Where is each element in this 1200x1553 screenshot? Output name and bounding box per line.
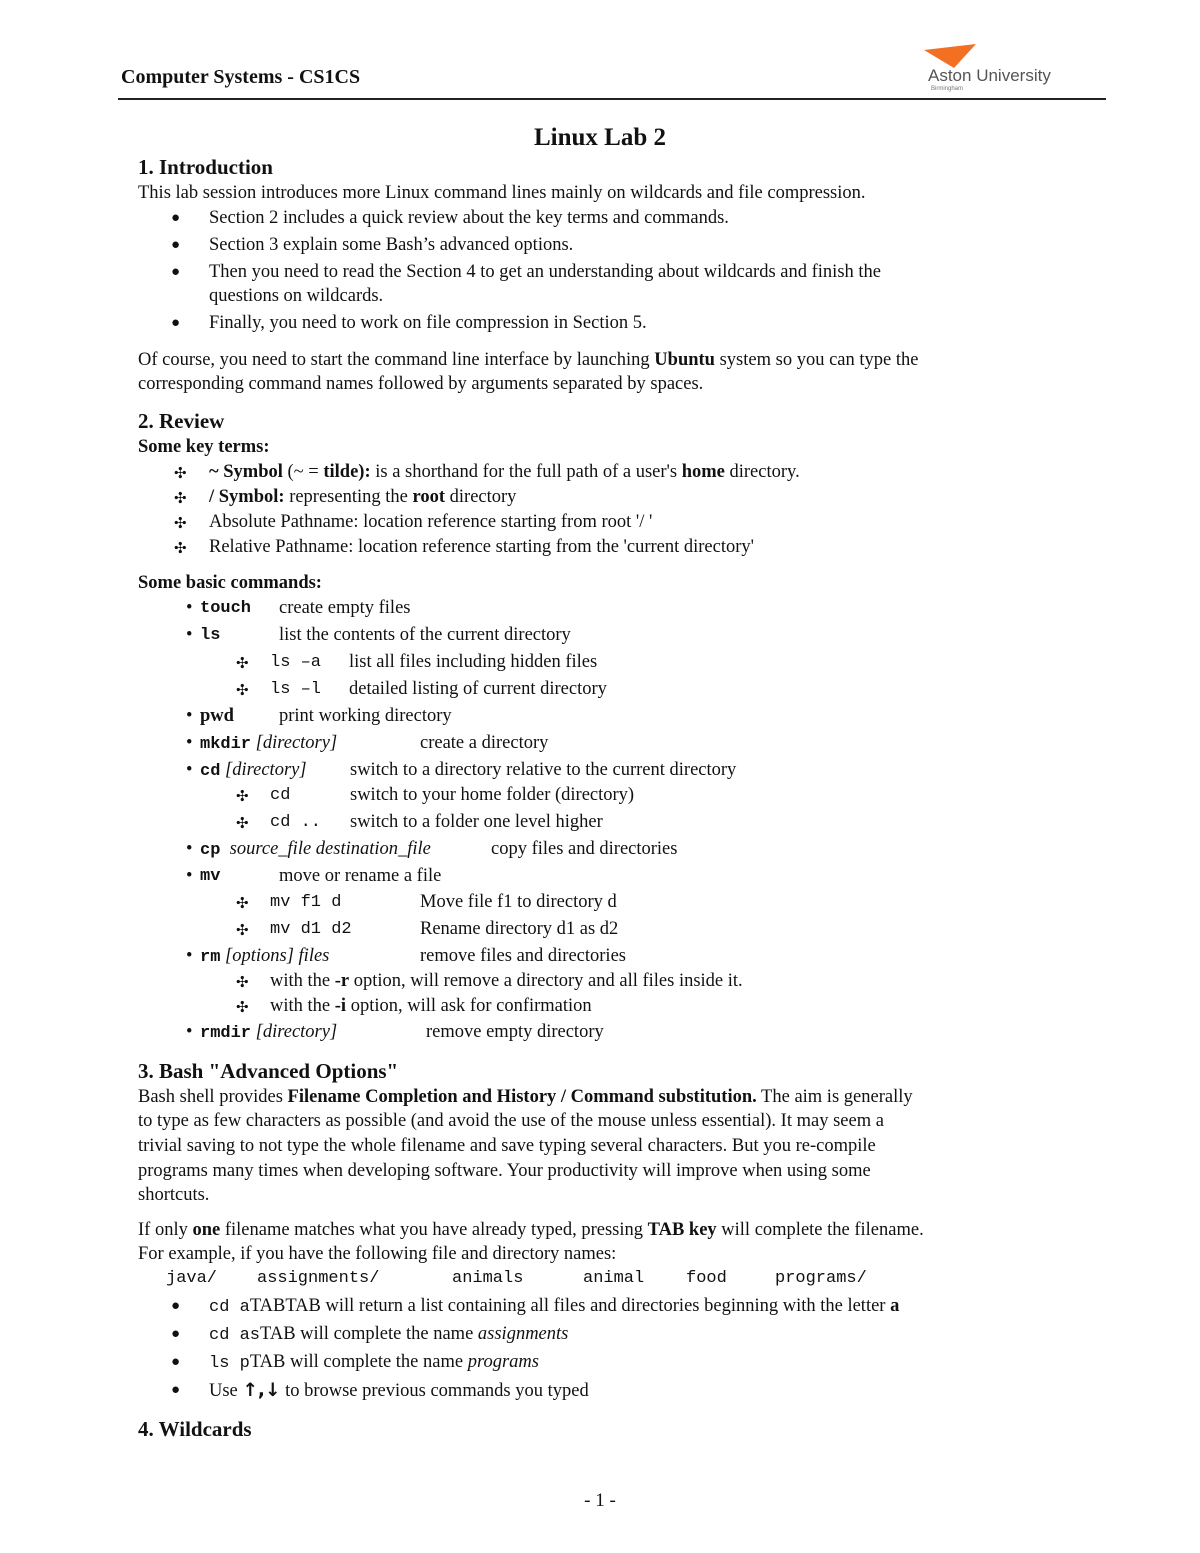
section-3-heading: 3. Bash "Advanced Options" xyxy=(138,1059,399,1083)
example-cd-a: cd aTABTAB will return a list containing all files and directories beginning with the letter a xyxy=(209,1296,900,1317)
bullet-icon: ● xyxy=(171,210,181,226)
dot-bullet-icon: • xyxy=(186,706,193,726)
bash-paragraph-line: shortcuts. xyxy=(138,1185,210,1205)
cmd-touch-desc: create empty files xyxy=(279,598,411,618)
cmd-mkdir: mkdir [directory] xyxy=(200,733,338,754)
cmd-mv-2-desc: Rename directory d1 as d2 xyxy=(420,919,619,939)
ubuntu-paragraph: Of course, you need to start the command line interface by launching Ubuntu system so you can type the xyxy=(138,350,919,370)
intro-bullet: Then you need to read the Section 4 to get an understanding about wildcards and finish the xyxy=(209,262,881,282)
tab-paragraph: If only one filename matches what you have already typed, pressing TAB key will complete the filename. xyxy=(138,1220,924,1240)
cmd-rm-r: with the -r option, will remove a directory and all files inside it. xyxy=(270,971,743,991)
diamond-bullet-icon: ✣ xyxy=(174,541,187,557)
diamond-bullet-icon: ✣ xyxy=(236,975,249,991)
cmd-cd: cd [directory] xyxy=(200,760,307,781)
diamond-bullet-icon: ✣ xyxy=(236,656,249,672)
logo-subtitle: Birmingham xyxy=(931,86,964,92)
section-1-heading: 1. Introduction xyxy=(138,155,273,179)
diamond-bullet-icon: ✣ xyxy=(236,923,249,939)
course-title: Computer Systems - CS1CS xyxy=(121,66,361,88)
diamond-bullet-icon: ✣ xyxy=(236,1000,249,1016)
page-title: Linux Lab 2 xyxy=(533,124,666,151)
intro-bullet-cont: questions on wildcards. xyxy=(209,286,384,306)
cmd-ls-a-desc: list all files including hidden files xyxy=(349,652,598,672)
bash-paragraph-line: trivial saving to not type the whole filename and save typing several characters. But you re-compile xyxy=(138,1136,876,1156)
dot-bullet-icon: • xyxy=(186,1022,193,1042)
cmd-ls-a: ls –a xyxy=(270,653,322,672)
cmd-pwd-desc: print working directory xyxy=(279,706,452,726)
term-root: / Symbol: representing the root directory xyxy=(209,487,517,507)
example-ls-p: ls pTAB will complete the name programs xyxy=(209,1352,539,1373)
bash-paragraph-line: to type as few characters as possible (and avoid the use of the mouse unless essential). It may seem a xyxy=(138,1111,884,1131)
bullet-icon: ● xyxy=(171,264,181,280)
ubuntu-paragraph-cont: corresponding command names followed by arguments separated by spaces. xyxy=(138,374,704,394)
diamond-bullet-icon: ✣ xyxy=(236,816,249,832)
dot-bullet-icon: • xyxy=(186,598,193,618)
cmd-mv-2: mv d1 d2 xyxy=(270,920,352,939)
cmd-cd-desc: switch to a directory relative to the current directory xyxy=(350,760,737,780)
intro-paragraph: This lab session introduces more Linux command lines mainly on wildcards and file compression. xyxy=(138,183,866,203)
bullet-icon: ● xyxy=(171,1326,181,1342)
tab-paragraph-line: For example, if you have the following file and directory names: xyxy=(138,1244,617,1264)
example-arrows: Use ↑,↓ to browse previous commands you typed xyxy=(209,1380,589,1401)
diamond-bullet-icon: ✣ xyxy=(174,516,187,532)
basic-commands-heading: Some basic commands: xyxy=(138,573,322,593)
arrow-keys-icon: ↑,↓ xyxy=(242,1380,281,1401)
cmd-ls: ls xyxy=(200,626,221,645)
diamond-bullet-icon: ✣ xyxy=(174,466,187,482)
cmd-rmdir: rmdir [directory] xyxy=(200,1022,338,1043)
cmd-rmdir-desc: remove empty directory xyxy=(426,1022,604,1042)
cmd-cd-up-desc: switch to a folder one level higher xyxy=(350,812,603,832)
page-number: - 1 - xyxy=(584,1490,616,1511)
dot-bullet-icon: • xyxy=(186,839,193,859)
diamond-bullet-icon: ✣ xyxy=(236,789,249,805)
term-tilde: ~ Symbol (~ = tilde): is a shorthand for the full path of a user's home directory. xyxy=(209,462,800,482)
bullet-icon: ● xyxy=(171,315,181,331)
cmd-cp-desc: copy files and directories xyxy=(491,839,678,859)
intro-bullet: Section 3 explain some Bash’s advanced options. xyxy=(209,235,574,255)
cmd-mv-desc: move or rename a file xyxy=(279,866,442,886)
cmd-ls-desc: list the contents of the current directory xyxy=(279,625,571,645)
diamond-bullet-icon: ✣ xyxy=(236,683,249,699)
file-name: java/ xyxy=(166,1269,218,1288)
key-terms-heading: Some key terms: xyxy=(138,437,270,457)
cmd-ls-l: ls –l xyxy=(270,680,322,699)
cmd-rm: rm [options] files xyxy=(200,946,330,967)
diamond-bullet-icon: ✣ xyxy=(236,896,249,912)
cmd-mv-1-desc: Move file f1 to directory d xyxy=(420,892,617,912)
cmd-mv-1: mv f1 d xyxy=(270,893,342,912)
dot-bullet-icon: • xyxy=(186,760,193,780)
dot-bullet-icon: • xyxy=(186,625,193,645)
logo-wordmark: Aston University xyxy=(928,66,1051,85)
term-relative: Relative Pathname: location reference starting from the 'current directory' xyxy=(209,537,754,557)
cmd-rm-desc: remove files and directories xyxy=(420,946,626,966)
bullet-icon: ● xyxy=(171,1382,181,1398)
intro-bullet: Section 2 includes a quick review about the key terms and commands. xyxy=(209,208,729,228)
dot-bullet-icon: • xyxy=(186,946,193,966)
cmd-ls-l-desc: detailed listing of current directory xyxy=(349,679,607,699)
cmd-pwd: pwd xyxy=(200,706,234,726)
cmd-touch: touch xyxy=(200,599,252,618)
intro-bullet: Finally, you need to work on file compression in Section 5. xyxy=(209,313,647,333)
bullet-icon: ● xyxy=(171,1298,181,1314)
header-rule xyxy=(118,98,1106,100)
file-name: animals xyxy=(452,1269,524,1288)
file-name: food xyxy=(686,1269,727,1288)
diamond-bullet-icon: ✣ xyxy=(174,491,187,507)
cmd-cd-home: cd xyxy=(270,786,291,805)
cmd-mv: mv xyxy=(200,867,221,886)
dot-bullet-icon: • xyxy=(186,866,193,886)
example-cd-as: cd asTAB will complete the name assignments xyxy=(209,1324,569,1345)
cmd-cd-home-desc: switch to your home folder (directory) xyxy=(350,785,635,805)
bullet-icon: ● xyxy=(171,237,181,253)
cmd-cd-up: cd .. xyxy=(270,813,322,832)
term-absolute: Absolute Pathname: location reference starting from root '/ ' xyxy=(209,512,653,532)
file-name: animal xyxy=(583,1269,645,1288)
cmd-rm-i: with the -i option, will ask for confirmation xyxy=(270,996,592,1016)
bash-paragraph: Bash shell provides Filename Completion and History / Command substitution. The aim is generally xyxy=(138,1087,913,1107)
bash-paragraph-line: programs many times when developing software. Your productivity will improve when using some xyxy=(138,1161,871,1181)
cmd-cp: cp source_file destination_file xyxy=(200,839,431,860)
section-4-heading: 4. Wildcards xyxy=(138,1417,252,1441)
section-2-heading: 2. Review xyxy=(138,409,225,433)
file-name: programs/ xyxy=(775,1269,867,1288)
file-name: assignments/ xyxy=(257,1269,380,1288)
bullet-icon: ● xyxy=(171,1354,181,1370)
dot-bullet-icon: • xyxy=(186,733,193,753)
cmd-mkdir-desc: create a directory xyxy=(420,733,549,753)
